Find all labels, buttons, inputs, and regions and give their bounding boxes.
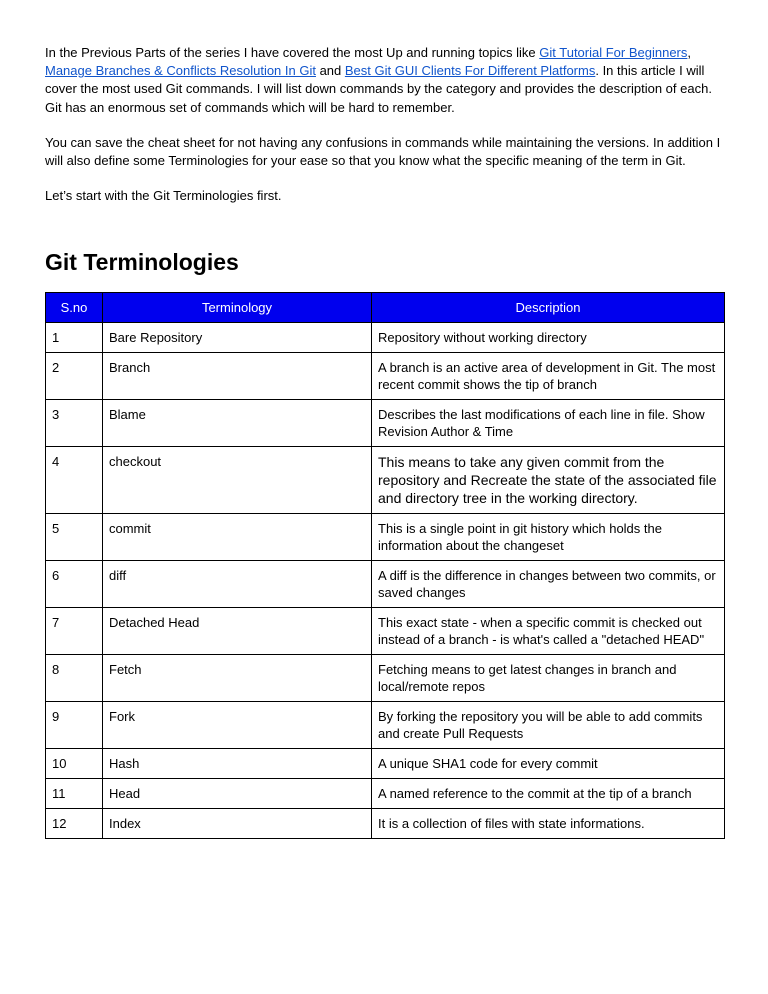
intro-text-1c: and: [315, 63, 345, 79]
table-row: [46, 749, 725, 779]
cell-description: A branch is an active area of development in Git. The most recent commit shows the tip of branch: [372, 353, 725, 400]
cell-sno: 8: [46, 655, 103, 702]
header-terminology: Terminology: [103, 293, 372, 323]
cell-description: Describes the last modifications of each line in file. Show Revision Author & Time: [372, 400, 725, 447]
cell-sno: 2: [46, 353, 103, 400]
intro-text-1a: In the Previous Parts of the series I have covered the most Up and running topics like: [45, 45, 540, 60]
table-row: [46, 514, 725, 561]
cell-term: checkout: [103, 447, 372, 514]
cell-term: Fork: [103, 702, 372, 749]
cell-term: diff: [103, 561, 372, 608]
cell-description: Repository without working directory: [372, 323, 725, 353]
cell-sno: 1: [46, 323, 103, 353]
cell-description: Fetching means to get latest changes in branch and local/remote repos: [372, 655, 725, 702]
cell-term: Head: [103, 779, 372, 809]
table-row: [46, 702, 725, 749]
cell-term: commit: [103, 514, 372, 561]
table-row: [46, 561, 725, 608]
table-row: [46, 323, 725, 353]
cell-sno: 10: [46, 749, 103, 779]
header-description: Description: [372, 293, 725, 323]
intro-paragraph-1: [45, 44, 725, 117]
table-row: [46, 608, 725, 655]
table-row: [46, 655, 725, 702]
intro-text-1b: ,: [687, 45, 692, 60]
cell-term: Detached Head: [103, 608, 372, 655]
link-git-tutorial[interactable]: Git Tutorial For Beginners: [539, 45, 688, 60]
cell-term: Branch: [103, 353, 372, 400]
cell-sno: 5: [46, 514, 103, 561]
cell-description: A named reference to the commit at the tip of a branch: [372, 779, 725, 809]
intro-text-1d: . In this article I will cover the most used Git commands. I will list down commands by the category and provides the description of each. Git has an enormous set of commands which will be hard to remember.: [45, 63, 712, 115]
cell-term: Hash: [103, 749, 372, 779]
cell-description: A unique SHA1 code for every commit: [372, 749, 725, 779]
table-row: [46, 809, 725, 839]
header-sno: S.no: [46, 293, 103, 323]
cell-term: Fetch: [103, 655, 372, 702]
cell-description: A diff is the difference in changes between two commits, or saved changes: [372, 561, 725, 608]
intro-paragraph-2: You can save the cheat sheet for not having any confusions in commands while maintaining the versions. In addition I will also define some Terminologies for your ease so that you know what the specific meaning of the term in Git.: [45, 134, 721, 169]
document-page: [45, 44, 725, 839]
cell-sno: 7: [46, 608, 103, 655]
terminology-table: [45, 292, 725, 839]
cell-description: This means to take any given commit from the repository and Recreate the state of the associated file and directory tree in the working directory.: [372, 447, 725, 514]
cell-term: Blame: [103, 400, 372, 447]
cell-description: By forking the repository you will be able to add commits and create Pull Requests: [372, 702, 725, 749]
cell-sno: 3: [46, 400, 103, 447]
table-row: [46, 400, 725, 447]
cell-sno: 4: [46, 447, 103, 514]
section-heading: Git Terminologies: [45, 249, 239, 276]
cell-description: This is a single point in git history which holds the information about the changeset: [372, 514, 725, 561]
cell-sno: 12: [46, 809, 103, 839]
table-row: [46, 353, 725, 400]
cell-sno: 11: [46, 779, 103, 809]
table-header-row: [46, 293, 725, 323]
cell-term: Bare Repository: [103, 323, 372, 353]
table-row: [46, 779, 725, 809]
link-manage-branches[interactable]: Manage Branches & Conflicts Resolution In Git: [45, 63, 316, 79]
cell-sno: 9: [46, 702, 103, 749]
cell-term: Index: [103, 809, 372, 839]
cell-description: This exact state - when a specific commit is checked out instead of a branch - is what's called a "detached HEAD": [372, 608, 725, 655]
table-row: [46, 447, 725, 514]
intro-paragraph-3: Let’s start with the Git Terminologies first.: [45, 188, 282, 204]
cell-sno: 6: [46, 561, 103, 608]
link-git-gui-clients[interactable]: Best Git GUI Clients For Different Platforms: [344, 63, 596, 79]
cell-description: It is a collection of files with state informations.: [372, 809, 725, 839]
